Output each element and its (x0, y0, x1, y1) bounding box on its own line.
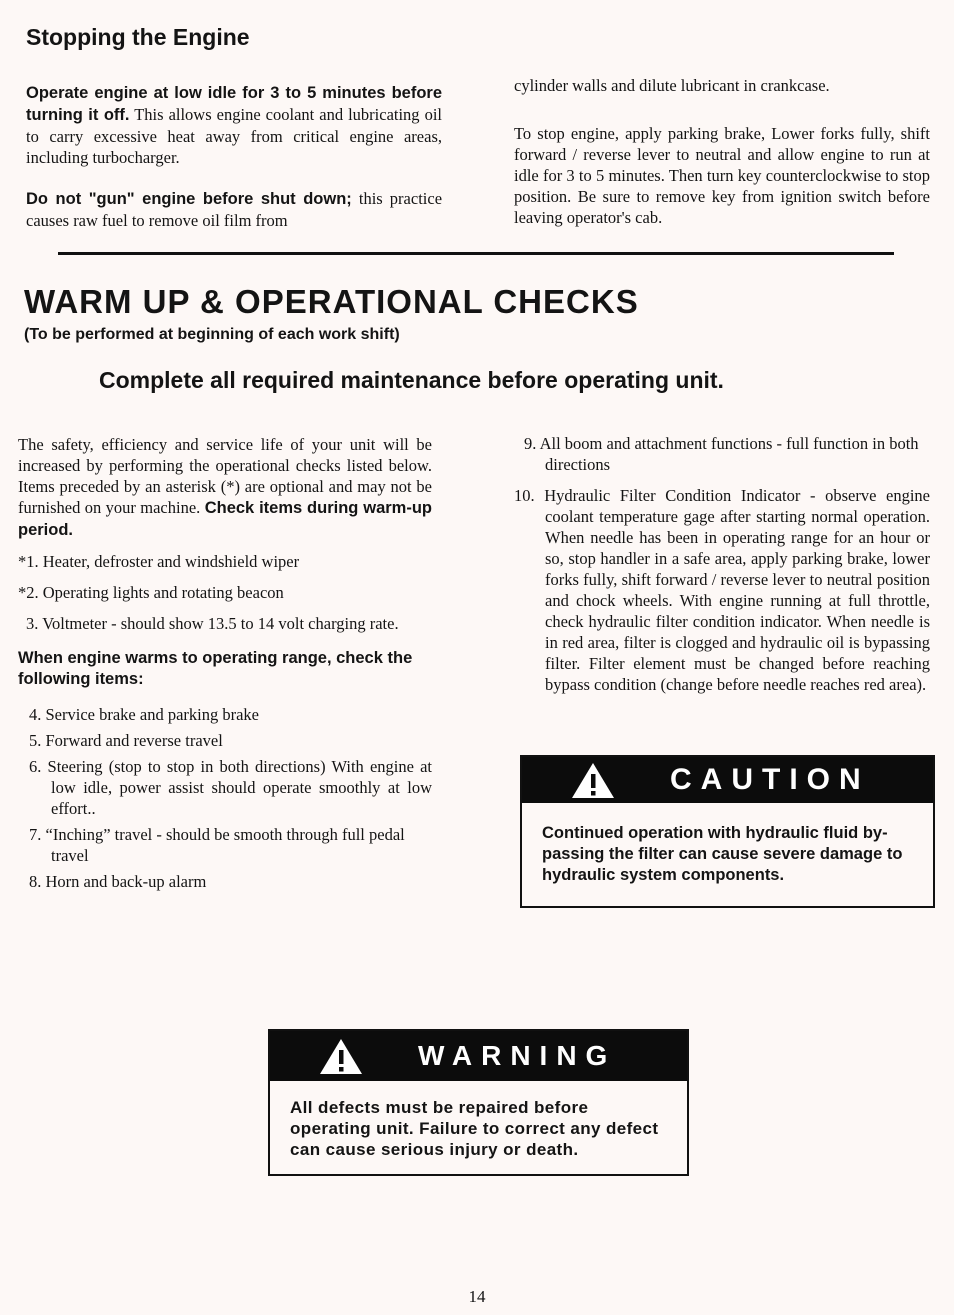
check-item-number: 9. (524, 434, 537, 453)
checks-subheading: When engine warms to operating range, check the following items: (18, 649, 413, 688)
check-item-text: All boom and attachment functions - full function in both directions (539, 434, 919, 474)
checks-right-column (514, 433, 930, 702)
caution-box (520, 755, 935, 908)
check-item-number: 5. (29, 731, 42, 750)
checks-intro-text: The safety, efficiency and service life of your unit will be increased by performing the operational checks listed below. Items preceded by an asterisk (*) are optional and may not be furnished on your machine. (18, 435, 432, 517)
stopping-right-column (514, 75, 930, 238)
stopping-lead-2: Do not "gun" engine before shut down; (26, 190, 352, 208)
maintenance-banner: Complete all required maintenance before operating unit. (99, 367, 724, 393)
page-title: WARM UP & OPERATIONAL CHECKS (24, 283, 639, 320)
caution-header (522, 757, 933, 803)
check-item-text: Voltmeter - should show 13.5 to 14 volt charging rate. (42, 614, 399, 633)
check-item-9 (514, 433, 930, 475)
stopping-paragraph-1 (26, 82, 442, 168)
stopping-left-column (26, 82, 442, 241)
stopping-paragraph-2-continued: cylinder walls and dilute lubricant in crankcase. (514, 76, 830, 95)
check-item-number: 7. (29, 825, 42, 844)
check-item-number: 3. (26, 614, 39, 633)
check-item-7 (18, 824, 432, 866)
warning-triangle-icon (570, 760, 616, 800)
warning-header (270, 1031, 687, 1081)
section-divider (58, 252, 894, 255)
stopping-lead-1: Operate engine at low idle for 3 to 5 minutes before turning it off. (26, 84, 442, 124)
check-item-text: Service brake and parking brake (45, 705, 259, 724)
check-item-text: Steering (stop to stop in both directions) With engine at low idle, power assist should operate smoothly at low effort.. (47, 757, 433, 818)
section-title-stopping: Stopping the Engine (26, 24, 250, 50)
check-item-number: 6. (29, 757, 42, 776)
check-item-number: 8. (29, 872, 42, 891)
check-item-number: *2. (18, 583, 39, 602)
check-item-6 (18, 756, 432, 819)
page-number: 14 (468, 1287, 486, 1306)
warning-triangle-icon (318, 1036, 364, 1076)
check-item-10 (514, 485, 930, 695)
check-item-1 (18, 551, 432, 572)
check-item-number: 10. (514, 486, 535, 505)
caution-label: CAUTION (670, 763, 870, 796)
check-item-text: Hydraulic Filter Condition Indicator - observe engine coolant temperature gage after starting normal operation. When needle has been in operating range for an hour or so, stop handler in a safe area, apply parking brake, lower forks fully, shift forward / reverse lever to neutral position and chock wheels. With engine running at full throttle, check hydraulic filter condition indicator. When needle is in red area, filter is clogged and hydraulic oil is bypassing filter. Filter element must be changed before reaching bypass condition (change before needle reaches red area). (544, 486, 931, 694)
check-item-text: Forward and reverse travel (45, 731, 223, 750)
check-item-4 (18, 704, 432, 725)
check-item-text: Horn and back-up alarm (45, 872, 207, 891)
check-item-5 (18, 730, 432, 751)
stopping-text-1: This allows engine coolant and lubricating oil to carry excessive heat away from critical engine areas, including turbocharger. (26, 105, 442, 167)
page-subtitle: (To be performed at beginning of each work shift) (24, 326, 400, 343)
warning-label: WARNING (418, 1040, 617, 1071)
check-item-text: Operating lights and rotating beacon (42, 583, 284, 602)
check-item-text: Heater, defroster and windshield wiper (42, 552, 300, 571)
checks-intro (18, 434, 432, 541)
check-item-3 (18, 613, 432, 634)
warning-text: All defects must be repaired before operating unit. Failure to correct any defect can cause serious injury or death. (290, 1098, 659, 1159)
stopping-paragraph-3: To stop engine, apply parking brake, Lower forks fully, shift forward / reverse lever to neutral and allow engine to run at idle for 3 to 5 minutes. Then turn key counterclockwise to stop position. Be sure to remove key from ignition switch before leaving operator's cab. (514, 124, 930, 227)
check-item-number: *1. (18, 552, 39, 571)
check-item-number: 4. (29, 705, 42, 724)
stopping-text-2: this practice causes raw fuel to remove oil film from (26, 189, 443, 230)
check-item-8 (18, 871, 432, 892)
caution-text: Continued operation with hydraulic fluid by-passing the filter can cause severe damage to hydraulic system components. (542, 824, 903, 884)
check-item-text: “Inching” travel - should be smooth through full pedal travel (45, 825, 405, 865)
checks-left-column (18, 434, 432, 899)
checks-intro-bold: Check items during warm-up period. (18, 499, 432, 539)
warning-box (268, 1029, 689, 1176)
stopping-paragraph-2 (26, 188, 442, 231)
check-item-2 (18, 582, 432, 603)
